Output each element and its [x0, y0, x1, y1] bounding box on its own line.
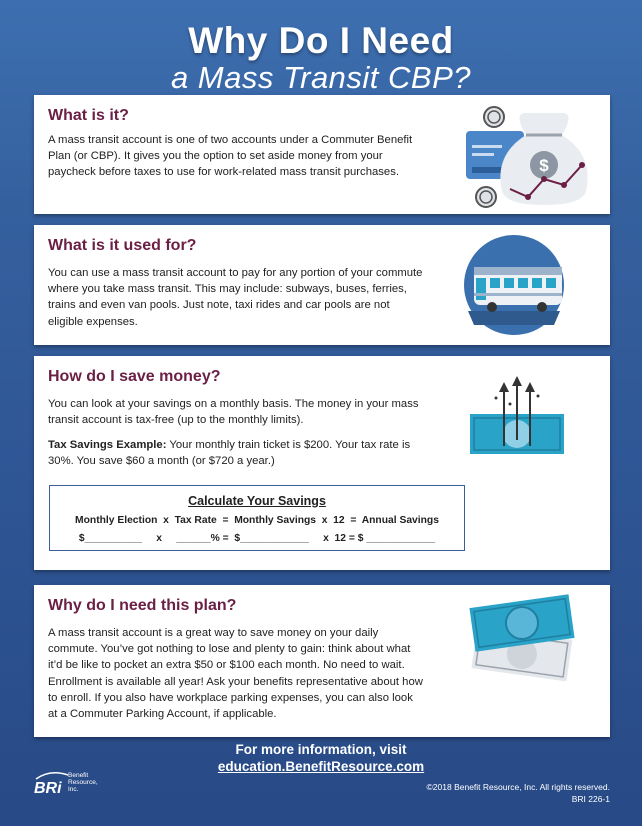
- example-label: Tax Savings Example:: [48, 439, 167, 451]
- money-bag-chart-icon: [464, 105, 594, 209]
- tax-savings-example: [48, 437, 424, 469]
- footer-link[interactable]: education.BenefitResource.com: [217, 759, 425, 774]
- section-body: You can look at your savings on a monthly basis. The money in your mass transit account is tax-free (up to the monthly limits).: [48, 398, 419, 427]
- section-how-do-i-save: [34, 356, 610, 570]
- section-what-is-it-used-for: [34, 225, 610, 345]
- page-title: Why Do I Need: [188, 20, 454, 61]
- page-subtitle: a Mass Transit CBP?: [170, 60, 472, 95]
- section-body: A mass transit account is one of two accounts under a Commuter Benefit Plan (or CBP). It gives you the option to set aside money from your paycheck before taxes to use for work-related mass transit purchases.: [48, 134, 413, 179]
- section-body: A mass transit account is a great way to save money on your daily commute. You’ve got nothing to lose and plenty to gain: think about what it’d be like to pocket an extra $50 or $100 each month. No need to wait. Enrollment is available all year! Ask your benefits representative about how to enroll. If you also have workplace parking expenses, you can also look at a Commuter Parking Account, if applicable.: [48, 627, 423, 721]
- copyright: ©2018 Benefit Resource, Inc. All rights reserved. BRI 226-1: [426, 782, 610, 804]
- savings-calculator: [49, 485, 465, 551]
- example-text: Your monthly train ticket is $200. Your tax rate is 30%. You save $60 a month (or $720 a year.): [48, 439, 411, 468]
- svg-text:$: $: [539, 156, 549, 175]
- calculator-input-row: $__________ x ______% = $____________ x 12 = $ ____________: [78, 533, 436, 544]
- section-body: You can use a mass transit account to pay for any portion of your commute where you take mass transit. This may include: subways, buses, ferries, trains and even van pools. Just note, taxi rides and car pools are not eligible expenses.: [48, 267, 423, 328]
- section-heading: What is it used for?: [48, 237, 197, 254]
- bri-logo: [34, 769, 70, 795]
- bill-arrows-icon: [466, 374, 570, 462]
- section-what-is-it: [34, 95, 610, 214]
- footer-more-info: For more information, visit: [235, 742, 407, 757]
- section-heading: How do I save money?: [48, 368, 221, 385]
- logo-subtext: Benefit Resource, Inc.: [68, 772, 98, 793]
- section-heading: Why do I need this plan?: [48, 597, 237, 614]
- section-heading: What is it?: [48, 107, 129, 124]
- section-why-do-i-need: [34, 585, 610, 737]
- cash-bills-icon: [462, 593, 582, 681]
- svg-text:BRi: BRi: [34, 780, 62, 795]
- calculator-title: Calculate Your Savings: [188, 494, 326, 508]
- bus-icon: [462, 233, 566, 337]
- calculator-header-row: Monthly Election x Tax Rate = Monthly Savings x 12 = Annual Savings: [75, 515, 439, 526]
